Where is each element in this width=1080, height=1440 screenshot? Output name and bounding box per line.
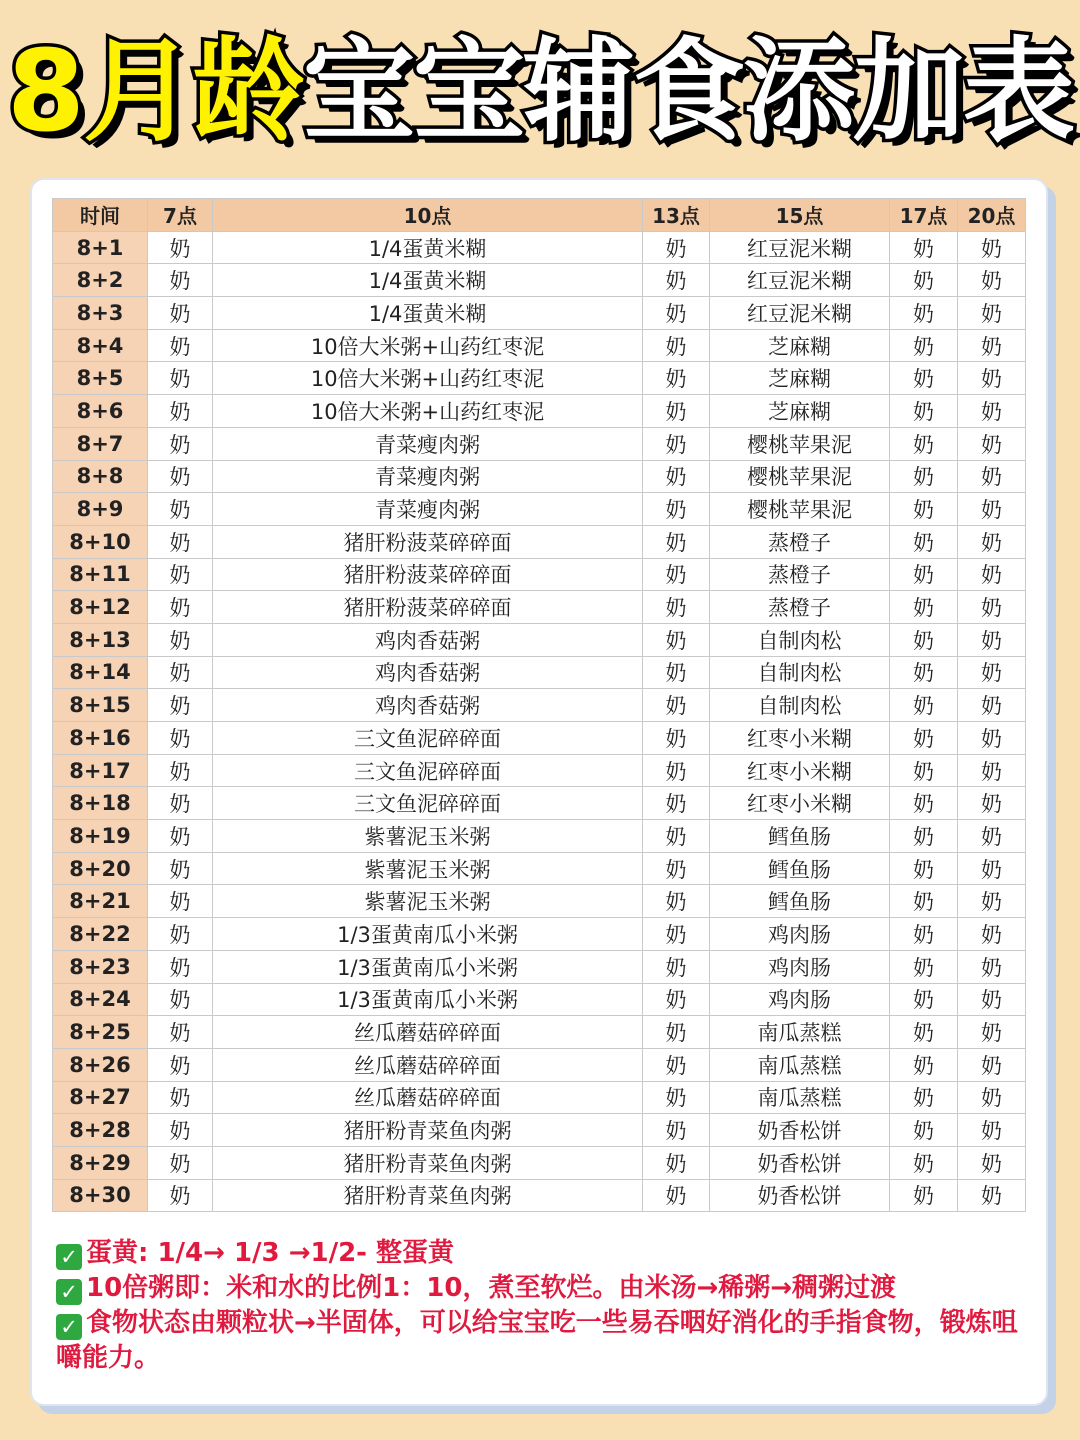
day-cell: 8+12 [53, 591, 148, 624]
table-row [53, 722, 1026, 755]
table-cell: 猪肝粉青菜鱼肉粥 [213, 1146, 643, 1179]
day-cell: 8+14 [53, 656, 148, 689]
table-cell: 奶 [643, 852, 710, 885]
table-cell: 鸡肉香菇粥 [213, 689, 643, 722]
table-cell: 鸡肉香菇粥 [213, 623, 643, 656]
table-cell: 奶 [643, 787, 710, 820]
table-cell: 奶 [890, 264, 958, 297]
table-cell: 自制肉松 [710, 689, 890, 722]
table-row [53, 427, 1026, 460]
table-cell: 奶 [148, 297, 213, 330]
table-cell: 奶 [958, 787, 1026, 820]
table-cell: 奶 [890, 427, 958, 460]
table-cell: 奶 [148, 231, 213, 264]
table-cell: 1/4蛋黄米糊 [213, 297, 643, 330]
page-title [0, 22, 1080, 162]
table-cell: 奶 [643, 722, 710, 755]
table-cell: 芝麻糊 [710, 329, 890, 362]
table-cell: 猪肝粉青菜鱼肉粥 [213, 1179, 643, 1212]
table-cell: 奶 [890, 1146, 958, 1179]
table-row [53, 329, 1026, 362]
table-cell: 奶 [890, 852, 958, 885]
table-cell: 奶 [890, 1081, 958, 1114]
table-cell: 丝瓜蘑菇碎碎面 [213, 1048, 643, 1081]
table-cell: 奶 [643, 297, 710, 330]
day-cell: 8+17 [53, 754, 148, 787]
day-cell: 8+3 [53, 297, 148, 330]
table-cell: 奶 [643, 395, 710, 428]
table-cell: 丝瓜蘑菇碎碎面 [213, 1016, 643, 1049]
table-cell: 南瓜蒸糕 [710, 1081, 890, 1114]
table-row [53, 950, 1026, 983]
note-item [56, 1306, 1026, 1376]
table-cell: 1/4蛋黄米糊 [213, 264, 643, 297]
table-cell: 奶 [958, 1016, 1026, 1049]
table-cell: 奶 [958, 460, 1026, 493]
table-cell: 奶 [148, 493, 213, 526]
day-cell: 8+19 [53, 820, 148, 853]
table-cell: 蒸橙子 [710, 525, 890, 558]
day-cell: 8+26 [53, 1048, 148, 1081]
table-cell: 奶 [148, 623, 213, 656]
day-cell: 8+13 [53, 623, 148, 656]
table-cell: 奶 [643, 918, 710, 951]
table-cell: 奶 [958, 525, 1026, 558]
column-header: 时间 [53, 199, 148, 232]
table-cell: 奶 [643, 623, 710, 656]
table-cell: 奶 [148, 427, 213, 460]
table-cell: 鸡肉肠 [710, 983, 890, 1016]
table-cell: 1/3蛋黄南瓜小米粥 [213, 983, 643, 1016]
table-cell: 奶 [958, 885, 1026, 918]
table-cell: 奶 [148, 689, 213, 722]
table-cell: 奶香松饼 [710, 1146, 890, 1179]
notes-section [56, 1236, 1026, 1376]
table-row [53, 1016, 1026, 1049]
table-cell: 奶 [890, 754, 958, 787]
table-row [53, 820, 1026, 853]
check-mark-icon: ✓ [56, 1279, 82, 1305]
table-cell: 奶 [890, 787, 958, 820]
column-header: 15点 [710, 199, 890, 232]
table-cell: 1/4蛋黄米糊 [213, 231, 643, 264]
column-header: 20点 [958, 199, 1026, 232]
table-cell: 10倍大米粥+山药红枣泥 [213, 362, 643, 395]
table-body [53, 231, 1026, 1212]
table-cell: 奶香松饼 [710, 1179, 890, 1212]
table-cell: 紫薯泥玉米粥 [213, 885, 643, 918]
table-cell: 奶 [148, 591, 213, 624]
table-cell: 三文鱼泥碎碎面 [213, 787, 643, 820]
table-row [53, 460, 1026, 493]
table-cell: 奶 [890, 525, 958, 558]
table-cell: 奶 [148, 395, 213, 428]
table-cell: 奶 [148, 1146, 213, 1179]
table-cell: 紫薯泥玉米粥 [213, 820, 643, 853]
table-cell: 奶 [148, 885, 213, 918]
day-cell: 8+21 [53, 885, 148, 918]
day-cell: 8+2 [53, 264, 148, 297]
table-cell: 鳕鱼肠 [710, 885, 890, 918]
table-cell: 奶 [890, 297, 958, 330]
table-cell: 红枣小米糊 [710, 754, 890, 787]
table-cell: 奶 [958, 656, 1026, 689]
table-cell: 奶 [148, 918, 213, 951]
table-cell: 奶 [958, 264, 1026, 297]
table-cell: 奶 [890, 558, 958, 591]
day-cell: 8+8 [53, 460, 148, 493]
table-cell: 奶 [148, 983, 213, 1016]
table-cell: 青菜瘦肉粥 [213, 493, 643, 526]
table-cell: 奶 [643, 591, 710, 624]
table-cell: 奶 [890, 329, 958, 362]
table-cell: 鸡肉肠 [710, 918, 890, 951]
table-cell: 奶 [643, 329, 710, 362]
table-cell: 奶 [643, 1016, 710, 1049]
table-cell: 奶 [643, 689, 710, 722]
table-row [53, 1114, 1026, 1147]
table-cell: 红豆泥米糊 [710, 231, 890, 264]
table-cell: 奶 [958, 1114, 1026, 1147]
table-cell: 奶 [148, 362, 213, 395]
table-cell: 芝麻糊 [710, 395, 890, 428]
day-cell: 8+15 [53, 689, 148, 722]
table-cell: 奶 [643, 885, 710, 918]
table-cell: 奶 [643, 950, 710, 983]
day-cell: 8+30 [53, 1179, 148, 1212]
table-cell: 1/3蛋黄南瓜小米粥 [213, 918, 643, 951]
table-row [53, 885, 1026, 918]
table-cell: 奶 [890, 820, 958, 853]
note-item [56, 1236, 1026, 1271]
day-cell: 8+27 [53, 1081, 148, 1114]
note-text: 食物状态由颗粒状→半固体，可以给宝宝吃一些易吞咽好消化的手指食物，锻炼咀嚼能力。 [56, 1308, 1018, 1373]
table-row [53, 1146, 1026, 1179]
table-row [53, 231, 1026, 264]
table-cell: 蒸橙子 [710, 591, 890, 624]
table-cell: 奶 [643, 1048, 710, 1081]
table-cell: 紫薯泥玉米粥 [213, 852, 643, 885]
table-cell: 自制肉松 [710, 623, 890, 656]
table-cell: 奶 [148, 656, 213, 689]
table-cell: 奶 [148, 329, 213, 362]
table-row [53, 1179, 1026, 1212]
table-row [53, 623, 1026, 656]
table-row [53, 558, 1026, 591]
table-cell: 奶 [958, 754, 1026, 787]
day-cell: 8+20 [53, 852, 148, 885]
table-cell: 奶 [958, 918, 1026, 951]
day-cell: 8+25 [53, 1016, 148, 1049]
table-cell: 奶 [958, 427, 1026, 460]
day-cell: 8+16 [53, 722, 148, 755]
table-cell: 猪肝粉青菜鱼肉粥 [213, 1114, 643, 1147]
table-cell: 奶 [958, 1146, 1026, 1179]
table-cell: 奶 [958, 493, 1026, 526]
table-cell: 奶 [890, 656, 958, 689]
table-cell: 奶 [643, 1179, 710, 1212]
table-cell: 鸡肉香菇粥 [213, 656, 643, 689]
table-cell: 奶 [148, 1048, 213, 1081]
table-row [53, 1081, 1026, 1114]
table-cell: 奶 [643, 362, 710, 395]
table-row [53, 395, 1026, 428]
table-cell: 奶 [148, 1114, 213, 1147]
table-cell: 丝瓜蘑菇碎碎面 [213, 1081, 643, 1114]
table-cell: 奶 [643, 231, 710, 264]
table-cell: 南瓜蒸糕 [710, 1016, 890, 1049]
table-row [53, 362, 1026, 395]
table-cell: 奶 [148, 754, 213, 787]
table-cell: 猪肝粉菠菜碎碎面 [213, 558, 643, 591]
table-cell: 鳕鱼肠 [710, 852, 890, 885]
column-header: 17点 [890, 199, 958, 232]
table-cell: 奶 [148, 787, 213, 820]
table-cell: 奶 [958, 395, 1026, 428]
note-text: 蛋黄: 1/4→ 1/3 →1/2- 整蛋黄 [86, 1238, 454, 1268]
table-cell: 奶 [958, 623, 1026, 656]
table-cell: 三文鱼泥碎碎面 [213, 754, 643, 787]
table-cell: 奶 [148, 460, 213, 493]
table-cell: 奶 [890, 950, 958, 983]
table-cell: 奶 [148, 820, 213, 853]
table-cell: 奶 [643, 493, 710, 526]
table-cell: 奶 [148, 722, 213, 755]
table-cell: 奶 [643, 656, 710, 689]
table-cell: 鳕鱼肠 [710, 820, 890, 853]
check-mark-icon: ✓ [56, 1244, 82, 1270]
table-cell: 蒸橙子 [710, 558, 890, 591]
table-cell: 奶 [643, 820, 710, 853]
table-row [53, 689, 1026, 722]
table-cell: 奶 [890, 918, 958, 951]
table-row [53, 787, 1026, 820]
table-cell: 奶 [958, 297, 1026, 330]
table-cell: 奶 [958, 591, 1026, 624]
day-cell: 8+4 [53, 329, 148, 362]
day-cell: 8+10 [53, 525, 148, 558]
table-cell: 鸡肉肠 [710, 950, 890, 983]
table-cell: 奶 [890, 493, 958, 526]
table-cell: 奶 [958, 983, 1026, 1016]
note-text: 10倍粥即：米和水的比例1：10，煮至软烂。由米汤→稀粥→稠粥过渡 [86, 1273, 897, 1303]
table-cell: 猪肝粉菠菜碎碎面 [213, 525, 643, 558]
table-cell: 奶 [890, 983, 958, 1016]
table-row [53, 918, 1026, 951]
table-row [53, 493, 1026, 526]
table-cell: 奶 [643, 983, 710, 1016]
table-cell: 红枣小米糊 [710, 722, 890, 755]
table-cell: 奶 [958, 722, 1026, 755]
table-cell: 奶 [958, 329, 1026, 362]
table-cell: 奶 [148, 1016, 213, 1049]
table-cell: 奶 [890, 885, 958, 918]
table-cell: 奶 [958, 852, 1026, 885]
table-row [53, 525, 1026, 558]
table-cell: 奶 [958, 820, 1026, 853]
table-row [53, 656, 1026, 689]
table-cell: 三文鱼泥碎碎面 [213, 722, 643, 755]
table-cell: 奶 [958, 1081, 1026, 1114]
table-cell: 奶 [643, 525, 710, 558]
table-row [53, 591, 1026, 624]
table-cell: 奶 [890, 460, 958, 493]
table-cell: 奶 [958, 689, 1026, 722]
table-cell: 奶 [643, 460, 710, 493]
table-row [53, 754, 1026, 787]
column-header: 7点 [148, 199, 213, 232]
table-row [53, 297, 1026, 330]
feeding-schedule-table [52, 198, 1026, 1212]
table-cell: 樱桃苹果泥 [710, 460, 890, 493]
day-cell: 8+6 [53, 395, 148, 428]
day-cell: 8+18 [53, 787, 148, 820]
table-cell: 奶 [643, 1114, 710, 1147]
note-item [56, 1271, 1026, 1306]
table-cell: 奶 [890, 362, 958, 395]
table-header-row [53, 199, 1026, 232]
table-cell: 奶 [643, 1081, 710, 1114]
table-cell: 奶 [148, 264, 213, 297]
title-subject: 宝宝辅食添加表 [302, 27, 1073, 157]
table-cell: 奶 [890, 1179, 958, 1212]
day-cell: 8+1 [53, 231, 148, 264]
table-cell: 1/3蛋黄南瓜小米粥 [213, 950, 643, 983]
day-cell: 8+22 [53, 918, 148, 951]
table-cell: 猪肝粉菠菜碎碎面 [213, 591, 643, 624]
table-cell: 奶 [890, 395, 958, 428]
table-cell: 奶 [890, 1114, 958, 1147]
table-cell: 奶 [890, 1016, 958, 1049]
table-cell: 青菜瘦肉粥 [213, 427, 643, 460]
table-row [53, 852, 1026, 885]
table-cell: 青菜瘦肉粥 [213, 460, 643, 493]
table-cell: 樱桃苹果泥 [710, 427, 890, 460]
table-cell: 奶 [148, 950, 213, 983]
day-cell: 8+7 [53, 427, 148, 460]
table-cell: 奶 [148, 558, 213, 591]
table-cell: 奶 [958, 1179, 1026, 1212]
check-mark-icon: ✓ [56, 1314, 82, 1340]
table-cell: 樱桃苹果泥 [710, 493, 890, 526]
table-cell: 奶 [643, 1146, 710, 1179]
table-cell: 芝麻糊 [710, 362, 890, 395]
table-cell: 红豆泥米糊 [710, 297, 890, 330]
table-cell: 奶 [643, 427, 710, 460]
table-row [53, 983, 1026, 1016]
table-row [53, 1048, 1026, 1081]
table-cell: 奶 [890, 231, 958, 264]
table-cell: 奶 [958, 558, 1026, 591]
table-cell: 奶 [958, 231, 1026, 264]
table-cell: 奶 [643, 264, 710, 297]
table-cell: 10倍大米粥+山药红枣泥 [213, 395, 643, 428]
day-cell: 8+23 [53, 950, 148, 983]
table-cell: 10倍大米粥+山药红枣泥 [213, 329, 643, 362]
table-cell: 奶 [643, 754, 710, 787]
day-cell: 8+24 [53, 983, 148, 1016]
table-cell: 奶 [643, 558, 710, 591]
day-cell: 8+11 [53, 558, 148, 591]
table-cell: 奶 [148, 1179, 213, 1212]
table-cell: 红枣小米糊 [710, 787, 890, 820]
table-cell: 奶 [958, 362, 1026, 395]
table-row [53, 264, 1026, 297]
table-cell: 奶香松饼 [710, 1114, 890, 1147]
table-cell: 自制肉松 [710, 656, 890, 689]
table-cell: 奶 [958, 950, 1026, 983]
day-cell: 8+28 [53, 1114, 148, 1147]
column-header: 13点 [643, 199, 710, 232]
table-cell: 奶 [890, 1048, 958, 1081]
table-cell: 奶 [148, 852, 213, 885]
day-cell: 8+29 [53, 1146, 148, 1179]
column-header: 10点 [213, 199, 643, 232]
day-cell: 8+9 [53, 493, 148, 526]
table-cell: 南瓜蒸糕 [710, 1048, 890, 1081]
table-cell: 奶 [148, 1081, 213, 1114]
table-cell: 红豆泥米糊 [710, 264, 890, 297]
table-cell: 奶 [890, 591, 958, 624]
table-cell: 奶 [890, 689, 958, 722]
table-cell: 奶 [890, 623, 958, 656]
title-age: 8月龄 [7, 27, 303, 157]
table-cell: 奶 [148, 525, 213, 558]
table-cell: 奶 [890, 722, 958, 755]
table-cell: 奶 [958, 1048, 1026, 1081]
day-cell: 8+5 [53, 362, 148, 395]
